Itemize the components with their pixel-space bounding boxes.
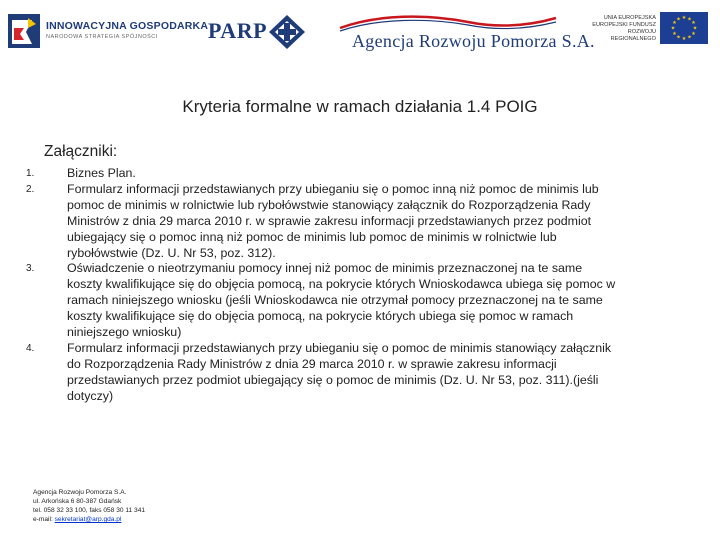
list-item-number: 4. bbox=[26, 342, 35, 354]
footer-company: Agencja Rozwoju Pomorza S.A. bbox=[33, 489, 127, 496]
list-item-line: Formularz informacji przedstawianych przy ubieganiu się o pomoc de minimis stanowiący załącznik bbox=[67, 340, 612, 355]
logo-bar bbox=[0, 0, 720, 62]
list-item-line: rybołówstwie (Dz. U. Nr 53, poz. 312). bbox=[67, 245, 276, 260]
ig-flag-icon bbox=[8, 14, 40, 48]
footer-address: ul. Arkońska 6 80-387 Gdańsk bbox=[33, 498, 122, 505]
svg-text:★: ★ bbox=[687, 34, 692, 41]
list-item bbox=[26, 261, 706, 341]
attachments-list bbox=[26, 166, 706, 405]
footer-email-label: e-mail: bbox=[33, 516, 55, 523]
svg-text:★: ★ bbox=[672, 31, 677, 37]
list-item bbox=[26, 182, 706, 262]
list-item bbox=[26, 166, 706, 182]
list-item-line: Biznes Plan. bbox=[67, 166, 136, 180]
list-item-number: 2. bbox=[26, 183, 35, 195]
svg-text:★: ★ bbox=[687, 16, 692, 23]
list-item bbox=[26, 341, 706, 405]
footer-phone: tel. 058 32 33 100, faks 058 30 11 341 bbox=[33, 507, 146, 514]
svg-text:★: ★ bbox=[691, 20, 696, 26]
list-item-number: 1. bbox=[26, 168, 35, 179]
svg-text:★: ★ bbox=[692, 25, 698, 32]
list-item-line: dotyczy) bbox=[67, 388, 114, 403]
parp-logo-text: PARP bbox=[208, 18, 268, 43]
svg-text:★: ★ bbox=[676, 16, 681, 23]
eu-logo-line: UNIA EUROPEJSKA bbox=[603, 15, 656, 21]
list-item-line: Oświadczenie o nieotrzymaniu pomocy innej niż pomoc de minimis przeznaczonej na te same bbox=[67, 261, 583, 276]
list-item-line: Formularz informacji przedstawianych przy ubieganiu się o pomoc inną niż pomoc de minimis lub bbox=[67, 181, 599, 196]
footer-email-line bbox=[33, 515, 145, 524]
eu-logo bbox=[588, 12, 712, 46]
parp-emblem-icon bbox=[268, 14, 306, 50]
svg-text:★: ★ bbox=[672, 20, 677, 26]
svg-text:★: ★ bbox=[676, 34, 681, 41]
list-item-line: ubiegający się o pomoc inną niż pomoc de minimis lub pomoc de minimis w rolnictwie lub bbox=[67, 229, 557, 244]
slide-title: Kryteria formalne w ramach działania 1.4 POIG bbox=[182, 97, 538, 116]
eu-flag-icon bbox=[660, 12, 708, 44]
eu-logo-line: EUROPEJSKI FUNDUSZ bbox=[592, 22, 656, 28]
innowacyjna-gospodarka-logo bbox=[8, 12, 209, 52]
svg-text:★: ★ bbox=[691, 31, 696, 37]
list-item-line: niniejszego wniosku) bbox=[67, 325, 182, 340]
parp-logo bbox=[208, 14, 308, 50]
arp-logo-text: Agencja Rozwoju Pomorza S.A. bbox=[352, 31, 595, 51]
svg-text:★: ★ bbox=[681, 15, 687, 21]
ig-logo-title: INNOWACYJNA GOSPODARKA bbox=[46, 20, 209, 32]
list-item-number: 3. bbox=[26, 263, 35, 275]
svg-text:★: ★ bbox=[681, 36, 687, 42]
ig-logo-subtitle: NARODOWA STRATEGIA SPÓJNOŚCI bbox=[46, 34, 158, 40]
eu-logo-text bbox=[588, 15, 656, 43]
arp-logo bbox=[338, 12, 595, 58]
list-item-line: koszty kwalifikujące się do objęcia pomocą, na pokrycie których Wnioskodawca ubiega się pomoc w bbox=[67, 277, 616, 292]
footer-contact bbox=[33, 488, 145, 524]
list-item-line: koszty kwalifikujące się do objęcia pomocą, na pokrycie których ubiega się pomoc w ramach bbox=[67, 309, 574, 324]
list-item-line: pomoc de minimis w rolnictwie lub rybołówstwie stanowiący załącznik do Rozporządzenia Rady bbox=[67, 197, 591, 212]
svg-text:★: ★ bbox=[670, 25, 676, 32]
eu-logo-line: ROZWOJU REGIONALNEGO bbox=[610, 29, 656, 42]
list-item-line: przedstawianych przez podmiot ubiegający się o pomoc de minimis (Dz. U. Nr 53, poz. 311).(jeśli bbox=[67, 372, 599, 387]
list-item-line: do Rozporządzenia Rady Ministrów z dnia 29 marca 2010 r. w sprawie zakresu informacji bbox=[67, 356, 557, 371]
footer-email-link[interactable]: sekretariat@arp.gda.pl bbox=[54, 516, 122, 523]
arp-wave-icon bbox=[338, 12, 558, 32]
list-item-line: ramach niniejszego wniosku (jeśli Wnioskodawca nie otrzymał pomocy przeznaczonej na te same bbox=[67, 293, 603, 308]
list-item-line: Ministrów z dnia 29 marca 2010 r. w sprawie zakresu informacji przedstawianych przez podmiot bbox=[67, 213, 592, 228]
attachments-heading: Załączniki: bbox=[44, 143, 118, 160]
